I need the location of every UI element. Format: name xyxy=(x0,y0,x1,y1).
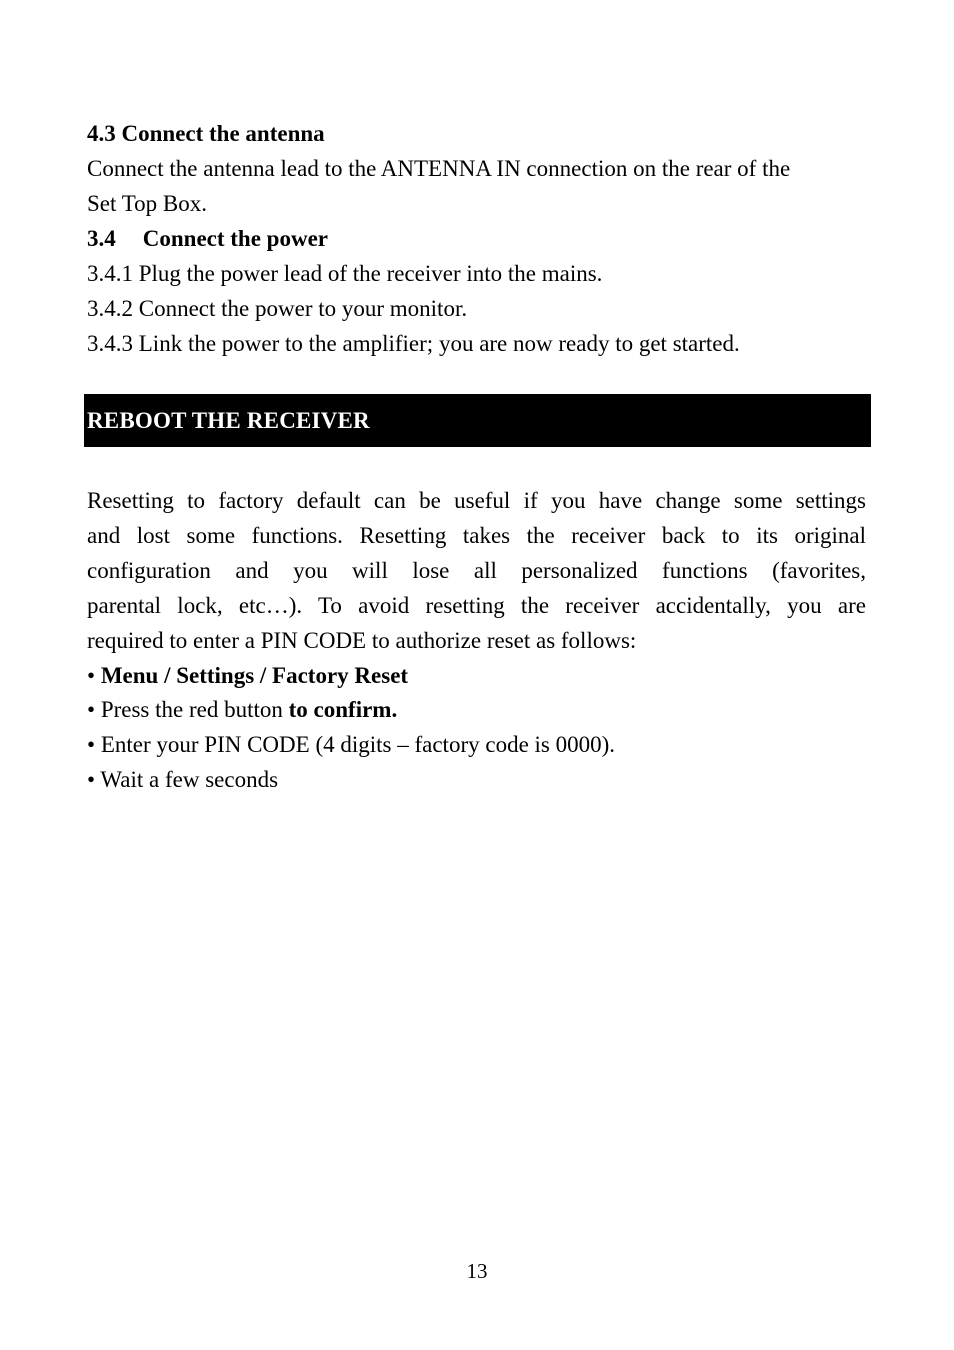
reboot-bullet-4 xyxy=(87,762,866,797)
section-3-4-heading xyxy=(87,221,866,256)
reboot-section-banner xyxy=(84,394,871,447)
menu-path: Menu / Settings / Factory Reset xyxy=(100,663,409,688)
power-step-1: 3.4.1 Plug the power lead of the receiver into the mains. xyxy=(87,261,603,286)
reboot-paragraph-line-5: required to enter a PIN CODE to authorize reset as follows: xyxy=(87,628,637,653)
bullet-marker: • xyxy=(87,767,96,792)
section-4-3-text-line-2: Set Top Box. xyxy=(87,191,208,216)
bullet-3-text: Enter your PIN CODE (4 digits – factory code is 0000). xyxy=(100,732,616,757)
bullet-2-text: Press the red button xyxy=(100,697,283,722)
bullet-marker: • xyxy=(87,663,96,688)
bullet-marker: • xyxy=(87,732,96,757)
power-step-2: 3.4.2 Connect the power to your monitor. xyxy=(87,296,468,321)
section-4-3-heading: 4.3 Connect the antenna xyxy=(87,121,325,146)
section-3-4-title: Connect the power xyxy=(142,226,328,251)
reboot-paragraph-line-2: and lost some functions. Resetting takes the receiver back to its original xyxy=(87,523,866,548)
reboot-paragraph-line-4: parental lock, etc…). To avoid resetting the receiver accidentally, you are xyxy=(87,593,866,618)
section-3-4-number: 3.4 xyxy=(87,226,116,251)
bullet-2-bold-text: to confirm. xyxy=(288,697,398,722)
power-step-3: 3.4.3 Link the power to the amplifier; you are now ready to get started. xyxy=(87,331,740,356)
reboot-bullet-1 xyxy=(87,658,866,693)
section-4-3-text-line-1: Connect the antenna lead to the ANTENNA IN connection on the rear of the xyxy=(87,156,791,181)
reboot-paragraph-line-3: configuration and you will lose all personalized functions (favorites, xyxy=(87,558,866,583)
reboot-bullet-3 xyxy=(87,727,866,762)
page-number: 13 xyxy=(466,1259,488,1283)
bullet-4-text: Wait a few seconds xyxy=(100,767,279,792)
reboot-bullet-2 xyxy=(87,692,866,727)
reboot-paragraph-line-1: Resetting to factory default can be useful if you have change some settings xyxy=(87,488,866,513)
reboot-banner-title: REBOOT THE RECEIVER xyxy=(87,408,370,433)
bullet-marker: • xyxy=(87,697,96,722)
